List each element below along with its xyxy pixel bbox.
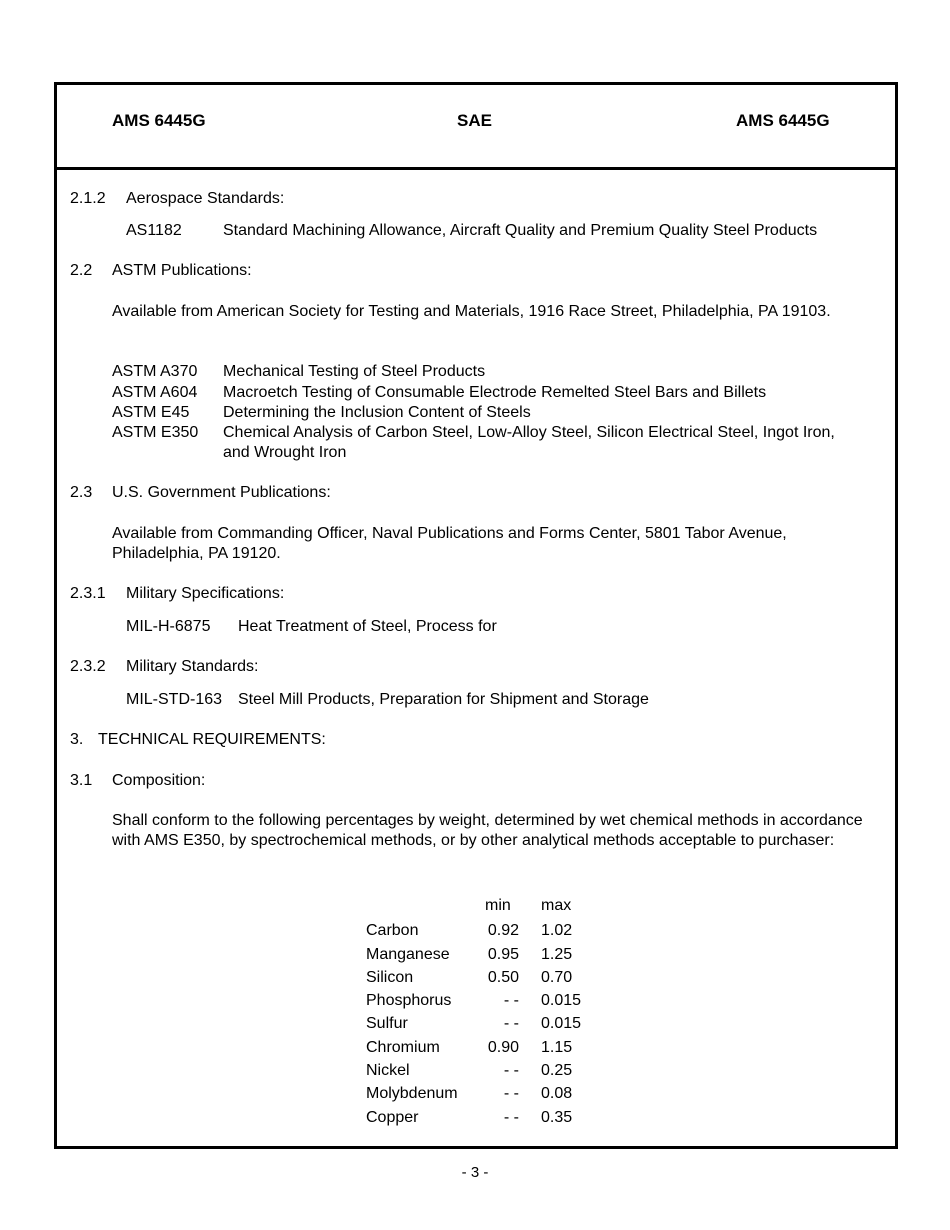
reference-description: Standard Machining Allowance, Aircraft Quality and Premium Quality Steel Products	[223, 222, 818, 239]
max-value: 0.015	[541, 1015, 582, 1032]
reference-code: MIL-STD-163	[126, 691, 223, 708]
min-value: 0.90	[487, 1039, 519, 1056]
min-value: 0.92	[487, 922, 519, 939]
section-title: Composition:	[112, 772, 206, 789]
element-name: Nickel	[366, 1062, 410, 1079]
page-number: - 3 -	[461, 1164, 489, 1181]
element-name: Phosphorus	[366, 992, 452, 1009]
table-row	[366, 1084, 606, 1104]
table-row	[366, 991, 606, 1011]
element-name: Silicon	[366, 969, 414, 986]
availability-text: Available from American Society for Testing and Materials, 1916 Race Street, Philadelphia, PA 19103.	[112, 303, 831, 320]
element-name: Molybdenum	[366, 1085, 458, 1102]
max-value: 0.35	[541, 1109, 573, 1126]
section-number: 3.1	[70, 772, 93, 789]
min-value: 0.50	[487, 969, 519, 986]
max-value: 1.15	[541, 1039, 573, 1056]
reference-code: ASTM A370	[112, 363, 198, 380]
reference-code: MIL-H-6875	[126, 618, 211, 635]
section-title: U.S. Government Publications:	[112, 484, 331, 501]
table-row	[366, 968, 606, 988]
max-value: 1.25	[541, 946, 573, 963]
composition-intro: Shall conform to the following percentages by weight, determined by wet chemical methods in accordance with AMS E350, by spectrochemical methods, or by other analytical methods acceptable to purchaser:	[112, 812, 863, 849]
min-value: - -	[503, 1062, 519, 1079]
header-doc-id-right: AMS 6445G	[736, 111, 830, 130]
reference-code: ASTM E45	[112, 404, 190, 421]
table-row	[366, 1061, 606, 1081]
section-number: 3.	[70, 731, 84, 748]
header-org: SAE	[457, 111, 492, 130]
reference-description: Chemical Analysis of Carbon Steel, Low-Alloy Steel, Silicon Electrical Steel, Ingot Iron, and Wrought Iron	[223, 424, 835, 461]
section-number: 2.3.1	[70, 585, 106, 602]
table-row	[366, 1014, 606, 1034]
max-value: 0.015	[541, 992, 582, 1009]
reference-description: Determining the Inclusion Content of Steels	[223, 404, 531, 421]
table-row	[366, 945, 606, 965]
reference-description: Macroetch Testing of Consumable Electrode Remelted Steel Bars and Billets	[223, 384, 767, 401]
reference-code: AS1182	[126, 222, 182, 239]
section-title: TECHNICAL REQUIREMENTS:	[98, 731, 326, 748]
column-header-min: min	[485, 897, 511, 914]
max-value: 0.25	[541, 1062, 573, 1079]
header-doc-id-left: AMS 6445G	[112, 111, 206, 130]
table-row	[366, 1108, 606, 1128]
min-value: 0.95	[487, 946, 519, 963]
section-number: 2.1.2	[70, 190, 106, 207]
max-value: 0.08	[541, 1085, 573, 1102]
reference-code: ASTM A604	[112, 384, 198, 401]
element-name: Manganese	[366, 946, 450, 963]
element-name: Copper	[366, 1109, 419, 1126]
section-number: 2.3	[70, 484, 93, 501]
availability-text: Available from Commanding Officer, Naval Publications and Forms Center, 5801 Tabor Avenue, Philadelphia, PA 19120.	[112, 525, 787, 562]
section-title: Military Standards:	[126, 658, 259, 675]
min-value: - -	[503, 992, 519, 1009]
section-number: 2.3.2	[70, 658, 106, 675]
table-header-row	[366, 896, 606, 916]
min-value: - -	[503, 1085, 519, 1102]
min-value: - -	[503, 1015, 519, 1032]
reference-description: Steel Mill Products, Preparation for Shipment and Storage	[238, 691, 649, 708]
reference-description: Heat Treatment of Steel, Process for	[238, 618, 497, 635]
reference-description: Mechanical Testing of Steel Products	[223, 363, 486, 380]
element-name: Carbon	[366, 922, 419, 939]
section-title: Aerospace Standards:	[126, 190, 285, 207]
section-number: 2.2	[70, 262, 93, 279]
table-row	[366, 921, 606, 941]
table-row	[366, 1038, 606, 1058]
section-title: ASTM Publications:	[112, 262, 252, 279]
column-header-max: max	[541, 897, 572, 914]
reference-code: ASTM E350	[112, 424, 199, 441]
section-title: Military Specifications:	[126, 585, 285, 602]
element-name: Chromium	[366, 1039, 440, 1056]
max-value: 1.02	[541, 922, 573, 939]
element-name: Sulfur	[366, 1015, 408, 1032]
page-header	[57, 85, 895, 170]
min-value: - -	[503, 1109, 519, 1126]
max-value: 0.70	[541, 969, 573, 986]
page-frame	[54, 82, 898, 1149]
